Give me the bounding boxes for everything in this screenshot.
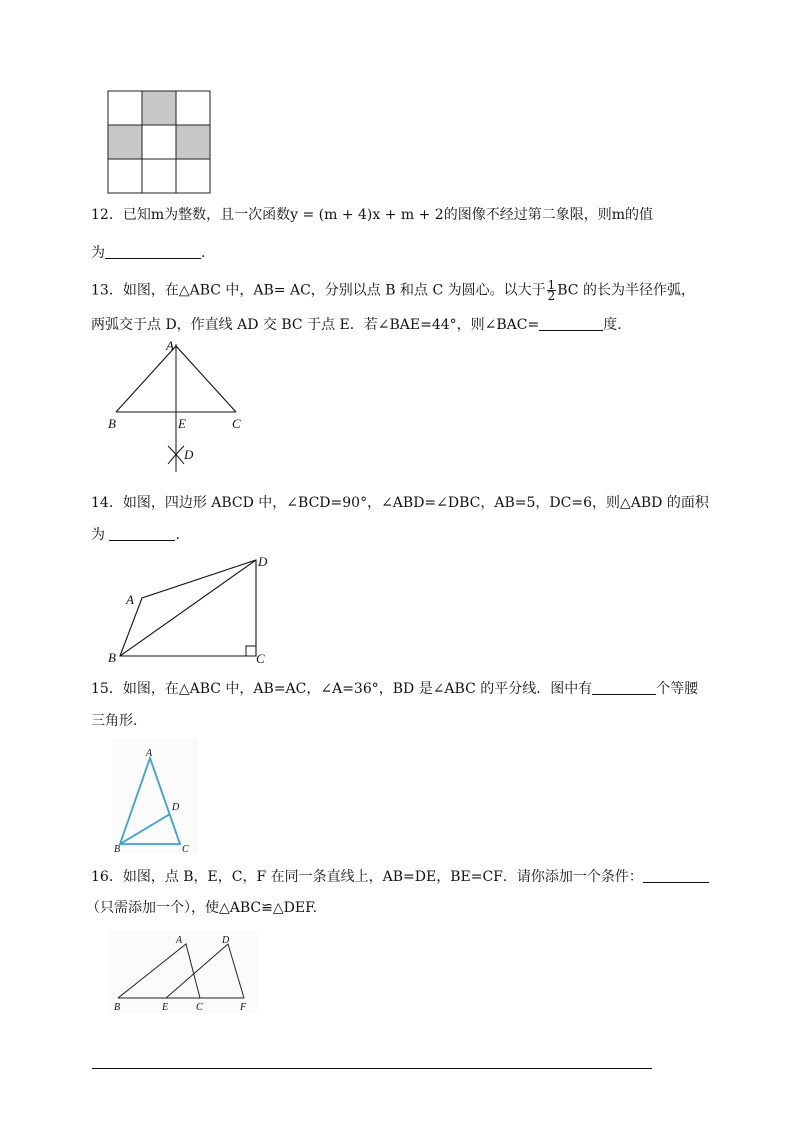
q13-text-a: 13．如图，在△ABC 中，AB= AC，分别以点 B 和点 C 为圆心。以大于 <box>91 282 546 299</box>
q16-label-b: B <box>114 1002 121 1013</box>
grid-cell <box>176 91 210 125</box>
q15-prefix: 15．如图，在△ABC 中，AB=AC，∠A=36°，BD 是∠ABC 的平分线．图中有 <box>91 681 593 697</box>
q16-prefix: 16．如图，点 B，E，C，F 在同一条直线上，AB=DE，BE=CF．请你添加一个条件： <box>91 869 643 885</box>
q13-line1 <box>91 280 695 301</box>
footer-rule <box>92 1068 652 1069</box>
grid-cell <box>142 125 176 159</box>
q15-bisector-bd <box>120 814 170 844</box>
q12-prefix: 为 <box>91 245 105 261</box>
q16-label-c: C <box>196 1002 203 1013</box>
q16-label-e: E <box>162 1002 169 1013</box>
q15-answer-blank[interactable] <box>592 680 656 695</box>
grid-cell <box>176 125 210 159</box>
q13-label-b: B <box>108 416 116 431</box>
q14-label-b: B <box>108 650 116 665</box>
q15-label-a: A <box>146 748 153 759</box>
q14-label-a: A <box>126 592 134 607</box>
q16-line2: （只需添加一个），使△ABC≌△DEF. <box>86 900 318 916</box>
q16-label-d: D <box>222 935 230 946</box>
q12-line1: 12．已知m为整数，且一次函数y = (m + 4)x + m + 2的图像不经过第二象限，则m的值 <box>91 207 653 223</box>
shaded-grid-figure <box>106 89 214 195</box>
q15-label-d: D <box>172 802 180 813</box>
q16-label-f: F <box>240 1002 247 1013</box>
q12-suffix: . <box>201 245 206 261</box>
q13-answer-blank[interactable] <box>539 316 603 331</box>
q12-answer-blank[interactable] <box>105 244 201 259</box>
q14-line2 <box>91 526 180 544</box>
q13-suffix: 度. <box>603 317 622 333</box>
q15-triangle-abc <box>120 758 180 844</box>
grid-cell <box>108 91 142 125</box>
q13-text-b: BC 的长为半径作弧， <box>557 282 695 299</box>
q13-label-a: A <box>166 338 174 353</box>
q16-answer-blank[interactable] <box>643 868 709 883</box>
grid-cell <box>176 159 210 193</box>
q15-line1 <box>91 680 698 698</box>
q13-label-c: C <box>232 416 241 431</box>
q13-triangle-figure <box>104 336 254 472</box>
q13-prefix: 两弧交于点 D，作直线 AD 交 BC 于点 E．若∠BAE=44°，则∠BAC= <box>91 317 540 333</box>
grid-cell <box>142 159 176 193</box>
q15-suffix: 个等腰 <box>656 681 699 697</box>
q15-triangle-figure <box>112 744 198 854</box>
q16-label-a: A <box>176 935 183 946</box>
q14-label-d: D <box>258 554 268 569</box>
q16-triangles-figure <box>108 930 258 1014</box>
q14-prefix: 为 <box>91 527 110 543</box>
grid-cell <box>142 91 176 125</box>
q14-line1: 14．如图，四边形 ABCD 中，∠BCD=90°，∠ABD=∠DBC，AB=5，DC=6，则△ABD 的面积 <box>91 495 709 511</box>
q16-triangle-def <box>166 944 244 998</box>
q15-line2: 三角形. <box>91 713 138 729</box>
q15-label-b: B <box>114 844 121 854</box>
q16-line1 <box>91 868 709 886</box>
q14-answer-blank[interactable] <box>109 526 175 541</box>
q13-label-d: D <box>184 447 194 462</box>
q13-label-e: E <box>178 416 186 431</box>
grid-cell <box>108 125 142 159</box>
q14-right-angle-mark <box>246 646 256 656</box>
q14-suffix: . <box>175 527 180 543</box>
q13-fraction: $\frac{1}{2}$ <box>547 278 556 303</box>
q15-label-c: C <box>182 844 189 854</box>
q14-diagonal-bd <box>120 560 256 656</box>
q16-triangle-abc <box>118 944 200 998</box>
q13-line2 <box>91 316 622 334</box>
q12-line2 <box>91 244 205 262</box>
q14-quadrilateral-figure <box>104 550 274 668</box>
q14-label-c: C <box>256 651 265 666</box>
grid-cell <box>108 159 142 193</box>
